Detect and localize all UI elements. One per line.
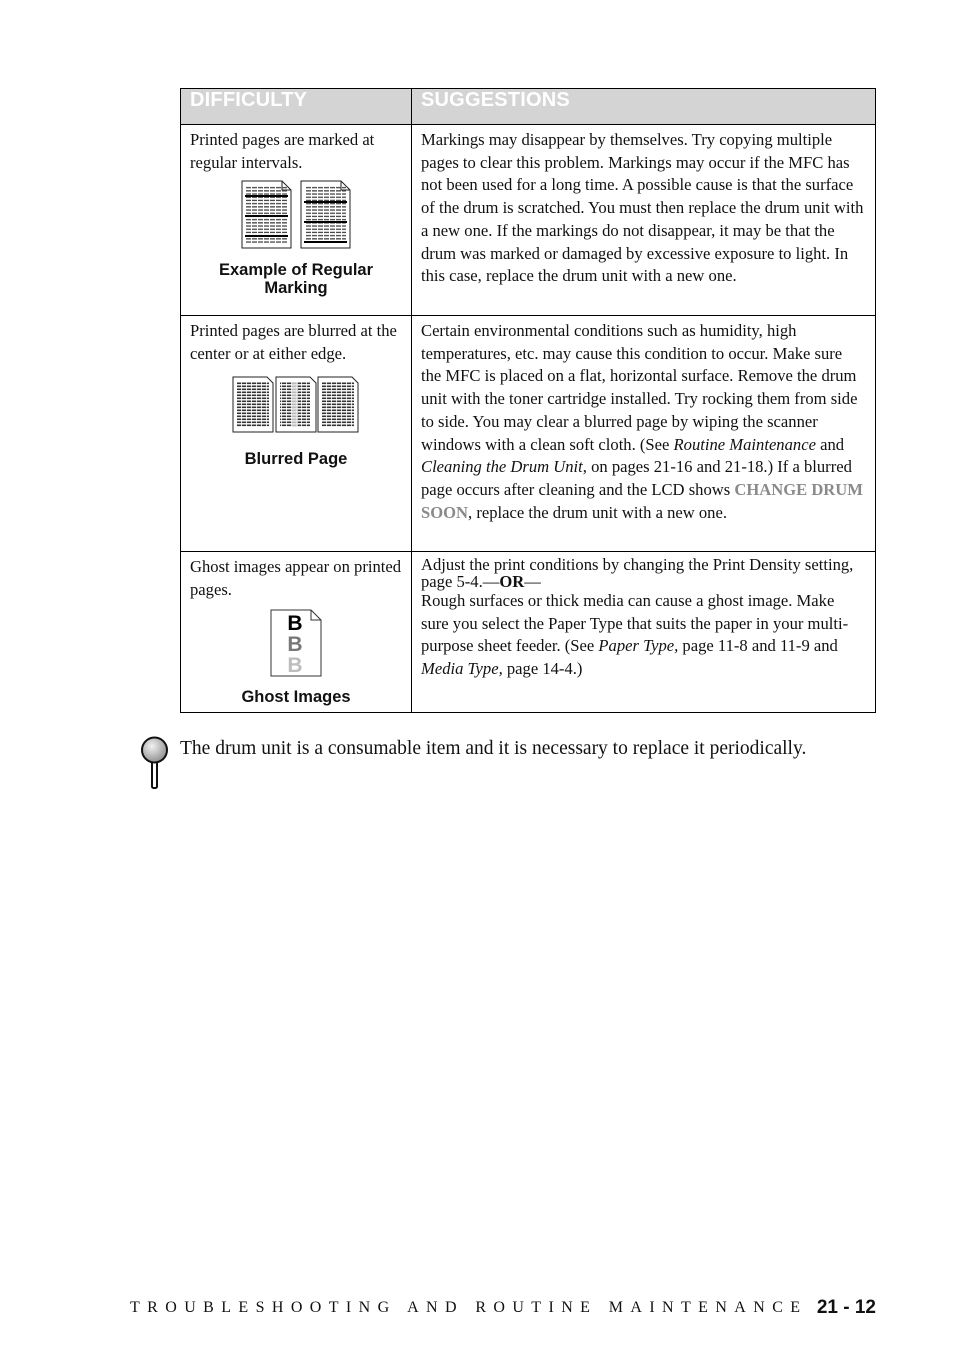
difficulty-cell — [181, 552, 412, 713]
difficulty-cell — [181, 316, 412, 552]
suggestion-text-part: page 14-4.) — [502, 659, 583, 679]
cross-reference: Routine Maintenance — [673, 434, 816, 454]
lcd-message: CHANGE DRUM SOON — [421, 479, 863, 522]
ghost-letter: B — [287, 654, 303, 678]
suggestion-text — [421, 556, 866, 590]
suggestion-text-part: Adjust the print conditions by changing the Print Density setting, page 5-4.— — [421, 555, 854, 591]
ghost-letter: B — [287, 633, 303, 657]
suggestion-cell — [412, 316, 876, 552]
suggestion-text-part: , replace the drum unit with a new one. — [468, 502, 727, 522]
suggestion-text-part: Rough surfaces or thick media can cause a ghost image. Make sure you select the Paper Type that suits the paper in your multi-purpose sheet feeder. (See — [421, 591, 849, 656]
suggestion-text-part: — — [524, 572, 541, 591]
table-row — [181, 125, 876, 316]
suggestion-text-part: , on pages 21-16 and 21-18.) If a blurred page occurs after cleaning and the LCD shows — [421, 457, 852, 499]
suggestion-text-part: Certain environmental conditions such as humidity, high temperatures, etc. may cause this condition to occur. Make sure the MFC is placed on a flat, horizontal surface. Remove the drum unit with the toner cartridge installed. Try rocking them from side to side. You may clear a blurred page by wiping the scanner windows with a clean soft cloth. (See — [421, 321, 858, 454]
ghost-image-illustration — [190, 609, 402, 706]
pushpin-note-icon — [140, 736, 170, 795]
header-difficulty: DIFFICULTY — [181, 89, 412, 125]
suggestion-text — [421, 320, 866, 524]
difficulty-cell — [181, 125, 412, 316]
table-row — [181, 316, 876, 552]
blurred-page-illustration — [190, 376, 402, 468]
suggestion-text-part: page 11-8 and 11-9 and — [678, 636, 838, 656]
blurred-pages-icon — [232, 376, 360, 434]
difficulty-text: Ghost images appear on printed pages. — [190, 557, 402, 599]
cross-reference: Media Type, — [421, 659, 503, 679]
header-suggestions: SUGGESTIONS — [412, 89, 876, 125]
suggestion-text-part: and — [815, 434, 845, 454]
suggestion-cell — [412, 552, 876, 713]
table-header-row — [181, 89, 876, 125]
ghost-page-icon — [270, 609, 322, 677]
ghost-letter: B — [287, 612, 303, 636]
page-number: 21 - 12 — [816, 1297, 876, 1318]
figure-caption: Ghost Images — [241, 688, 351, 707]
cross-reference: Paper Type, — [598, 636, 679, 656]
footer-section-title: TROUBLESHOOTING AND ROUTINE MAINTENANCE — [130, 1299, 808, 1316]
marked-pages-icon — [240, 180, 352, 250]
regular-marking-illustration — [190, 180, 402, 297]
or-label: OR — [499, 572, 525, 591]
difficulty-text: Printed pages are marked at regular intervals. — [190, 130, 375, 172]
suggestion-text: Markings may disappear by themselves. Try copying multiple pages to clear this problem. Markings may occur if the MFC has not been used for a long time. A possible cause is that the surface of the drum is scratched. You must then replace the drum unit with a new one. If the markings do not disappear, it may be that the drum was marked or damaged by excessive exposure to light. In this case, replace the drum unit with a new one. — [421, 130, 864, 286]
cross-reference: Cleaning the Drum Unit — [421, 457, 583, 477]
figure-caption: Example of Regular Marking — [218, 261, 374, 298]
page-footer — [130, 1299, 876, 1323]
figure-caption: Blurred Page — [244, 450, 348, 469]
note-text: The drum unit is a consumable item and it is necessary to replace it periodically. — [180, 738, 807, 759]
difficulty-text: Printed pages are blurred at the center or at either edge. — [190, 321, 397, 363]
suggestion-cell — [412, 125, 876, 316]
troubleshooting-table — [180, 88, 876, 713]
suggestion-text — [421, 590, 866, 681]
table-row — [181, 552, 876, 713]
